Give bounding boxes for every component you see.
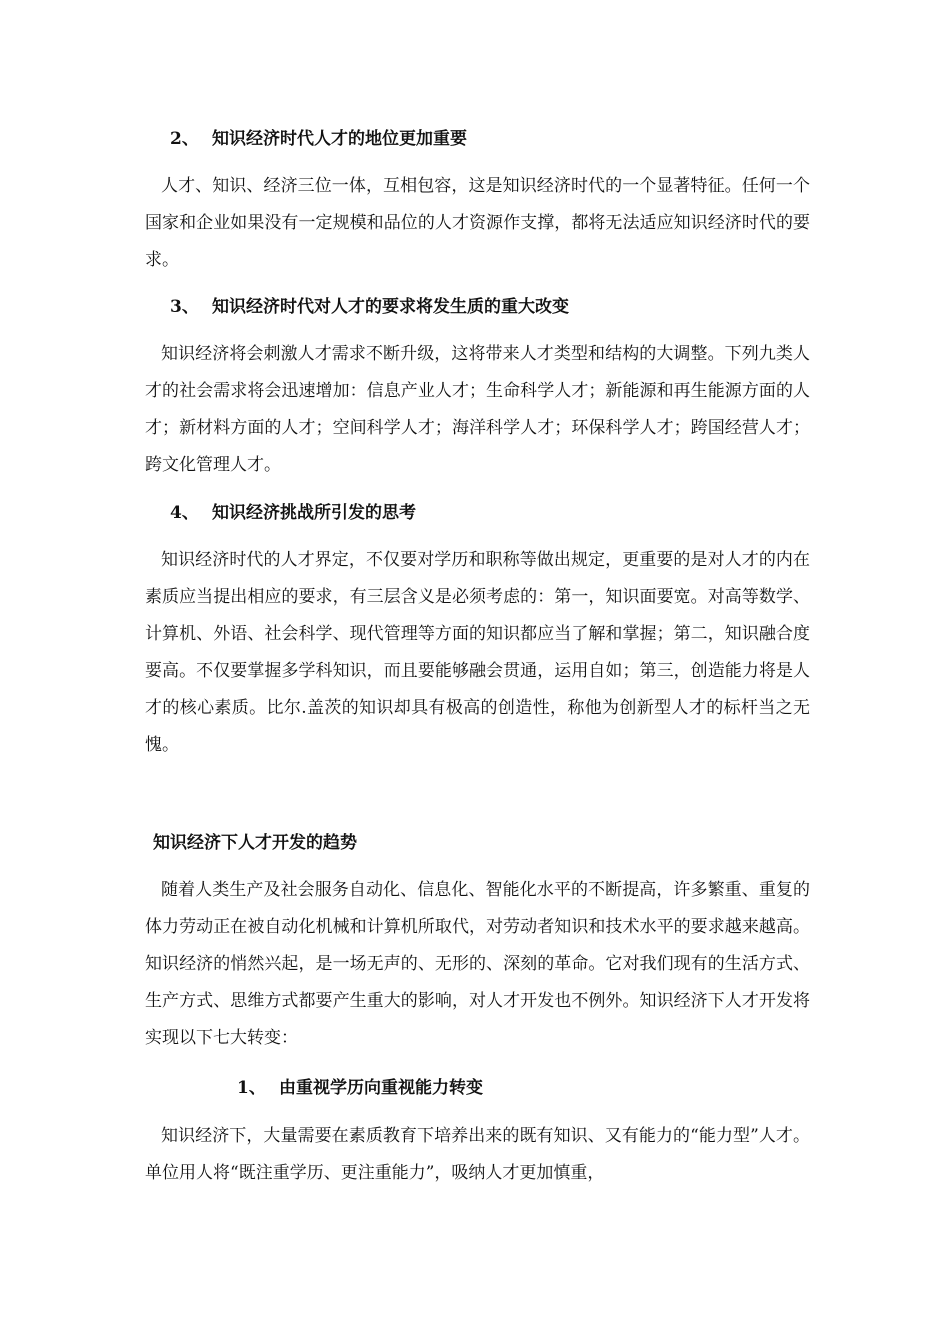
- subsection-1-heading: [237, 1077, 483, 1099]
- trend-section-title: 知识经济下人才开发的趋势: [153, 833, 357, 853]
- trend-section-heading: [153, 832, 357, 854]
- section-4-title: 知识经济挑战所引发的思考: [212, 503, 416, 523]
- section-2-paragraph: 人才、知识、经济三位一体，互相包容，这是知识经济时代的一个显著特征。任何一个国家和企业如果没有一定规模和品位的人才资源作支撑，都将无法适应知识经济时代的要求。: [145, 176, 810, 270]
- section-2-heading: [170, 128, 467, 150]
- section-4-paragraph: 知识经济时代的人才界定，不仅要对学历和职称等做出规定，更重要的是对人才的内在素质应当提出相应的要求，有三层含义是必须考虑的：第一，知识面要宽。对高等数学、计算机、外语、社会科学、现代管理等方面的知识都应当了解和掌握；第二，知识融合度要高。不仅要掌握多学科知识，而且要能够融会贯通，运用自如；第三，创造能力将是人才的核心素质。比尔.盖茨的知识却具有极高的创造性，称他为创新型人才的标杆当之无愧。: [145, 550, 810, 755]
- section-4-number: 4、: [170, 503, 199, 523]
- section-4-heading: [170, 502, 416, 524]
- subsection-1-paragraph: 知识经济下，大量需要在素质教育下培养出来的既有知识、又有能力的“能力型”人才。单位用人将“既注重学历、更注重能力”，吸纳人才更加慎重，: [145, 1126, 810, 1183]
- section-3-paragraph: 知识经济将会刺激人才需求不断升级，这将带来人才类型和结构的大调整。下列九类人才的社会需求将会迅速增加：信息产业人才；生命科学人才；新能源和再生能源方面的人才；新材料方面的人才；空间科学人才；海洋科学人才；环保科学人才；跨国经营人才；跨文化管理人才。: [145, 344, 810, 475]
- section-2-number: 2、: [170, 129, 199, 149]
- subsection-1-number: 1、: [237, 1078, 266, 1098]
- section-3-title: 知识经济时代对人才的要求将发生质的重大改变: [212, 297, 569, 317]
- section-2-title: 知识经济时代人才的地位更加重要: [212, 129, 467, 149]
- section-3-heading: [170, 296, 569, 318]
- trend-section-paragraph: 随着人类生产及社会服务自动化、信息化、智能化水平的不断提高，许多繁重、重复的体力劳动正在被自动化机械和计算机所取代，对劳动者知识和技术水平的要求越来越高。知识经济的悄然兴起，是一场无声的、无形的、深刻的革命。它对我们现有的生活方式、生产方式、思维方式都要产生重大的影响，对人才开发也不例外。知识经济下人才开发将实现以下七大转变：: [145, 880, 810, 1048]
- section-3-number: 3、: [170, 297, 199, 317]
- subsection-1-title: 由重视学历向重视能力转变: [279, 1078, 483, 1098]
